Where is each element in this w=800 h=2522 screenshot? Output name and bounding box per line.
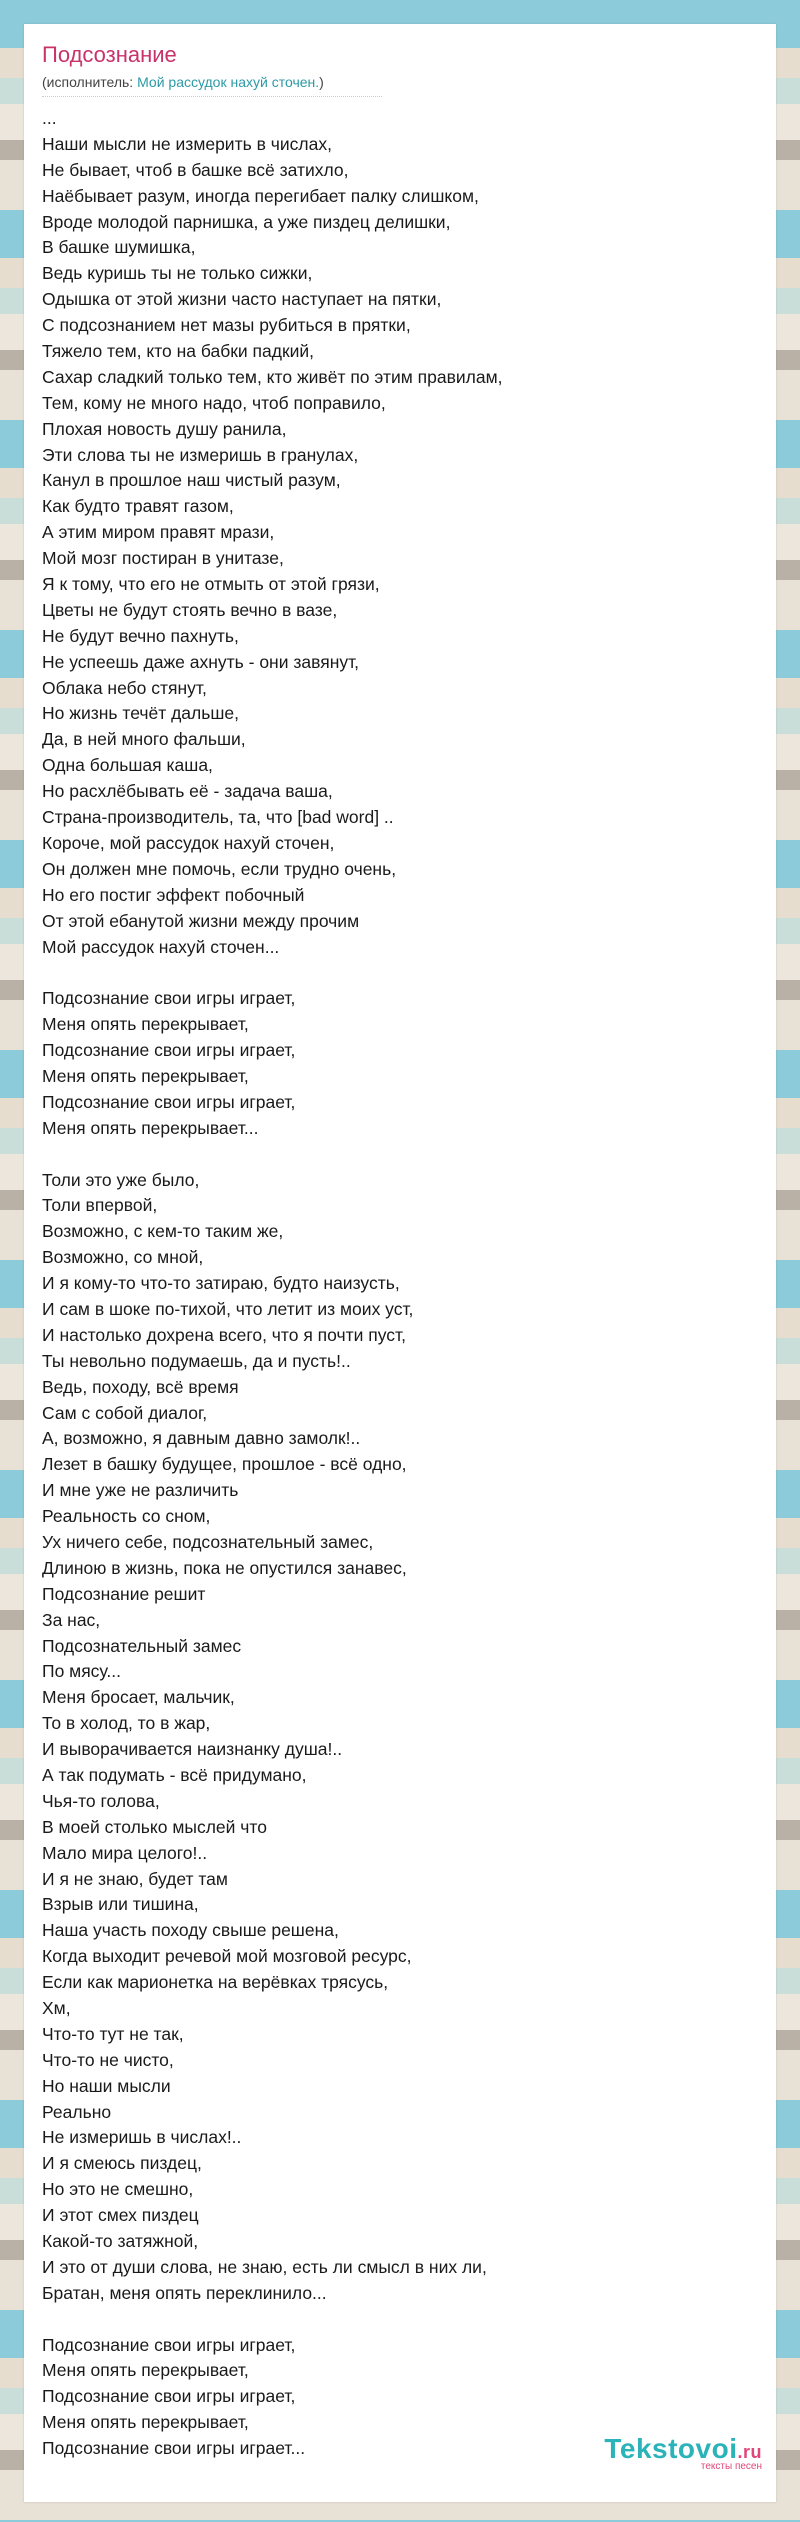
artist-line <box>42 74 382 97</box>
lyrics-body <box>42 106 742 2462</box>
lyric-line: Чья-то голова, <box>42 1790 160 1811</box>
artist-link[interactable]: Мой рассудок нахуй сточен. <box>137 74 320 90</box>
lyric-line: Мой рассудок нахуй сточен... <box>42 936 280 957</box>
song-title: Подсознание <box>42 42 177 67</box>
lyric-line: Меня опять перекрывает, <box>42 2412 249 2433</box>
lyric-line: Подсознательный замес <box>42 1635 242 1656</box>
lyric-line: Подсознание свои игры играет, <box>42 2334 296 2355</box>
lyric-line: Как будто травят газом, <box>42 496 234 517</box>
lyric-line: И сам в шоке по-тихой, что летит из моих уст, <box>42 1298 414 1319</box>
lyric-line: Но жизнь течёт дальше, <box>42 703 239 724</box>
lyric-line <box>42 960 742 986</box>
lyric-line: И выворачивается наизнанку душа!.. <box>42 1739 343 1760</box>
artist-prefix: (исполнитель: <box>42 74 138 90</box>
lyric-line: Подсознание решит <box>42 1583 206 1604</box>
lyric-line: Плохая новость душу ранила, <box>42 418 287 439</box>
lyric-line: Наёбывает разум, иногда перегибает палку слишком, <box>42 185 479 206</box>
lyrics-card <box>24 24 776 2502</box>
lyric-line: И этот смех пиздец <box>42 2205 199 2226</box>
lyric-line: Ух ничего себе, подсознательный замес, <box>42 1531 374 1552</box>
lyric-line: Толи впервой, <box>42 1195 158 1216</box>
lyric-line: За нас, <box>42 1609 101 1630</box>
lyric-line: От этой ебанутой жизни между прочим <box>42 910 360 931</box>
lyric-line: Облака небо стянут, <box>42 677 207 698</box>
lyric-line: Ведь, походу, всё время <box>42 1376 239 1397</box>
brand-tld: .ru <box>737 2442 762 2462</box>
lyric-line <box>42 1142 742 1168</box>
lyric-line: Ведь куришь ты не только сижки, <box>42 263 313 284</box>
lyric-line: Подсознание свои игры играет, <box>42 1040 296 1061</box>
site-logo[interactable] <box>604 2433 762 2472</box>
lyric-line: Сам с собой диалог, <box>42 1402 208 1423</box>
lyric-line: И я не знаю, будет там <box>42 1868 228 1889</box>
lyric-line: А, возможно, я давным давно замолк!.. <box>42 1428 361 1449</box>
lyric-line: Подсознание свои игры играет, <box>42 988 296 1009</box>
lyric-line: Мой мозг постиран в унитазе, <box>42 548 284 569</box>
lyric-line: Наши мысли не измерить в числах, <box>42 133 332 154</box>
lyric-line: Что-то не чисто, <box>42 2049 174 2070</box>
lyric-line: Если как марионетка на верёвках трясусь, <box>42 1972 389 1993</box>
brand-tagline: тексты песен <box>700 2461 762 2472</box>
lyric-line: Лезет в башку будущее, прошлое - всё одно, <box>42 1454 407 1475</box>
lyric-line: Я к тому, что его не отмыть от этой грязи, <box>42 574 380 595</box>
lyric-line: Толи это уже было, <box>42 1169 200 1190</box>
lyric-line: Эти слова ты не измеришь в гранулах, <box>42 444 359 465</box>
brand-name: Tekstovoi <box>604 2433 738 2464</box>
lyric-line: Подсознание свои игры играет... <box>42 2438 306 2459</box>
lyric-line: В башке шумишка, <box>42 237 196 258</box>
lyric-line: Канул в прошлое наш чистый разум, <box>42 470 341 491</box>
lyric-line: Меня опять перекрывает, <box>42 1014 249 1035</box>
lyric-line: Меня опять перекрывает, <box>42 2360 249 2381</box>
lyric-line: ... <box>42 108 57 128</box>
lyric-line: Когда выходит речевой мой мозговой ресурс, <box>42 1946 412 1967</box>
lyric-line: Возможно, с кем-то таким же, <box>42 1221 284 1242</box>
lyric-line: Тем, кому не много надо, чтоб поправило, <box>42 392 386 413</box>
lyric-line: Но наши мысли <box>42 2075 171 2096</box>
lyric-line: Не успеешь даже ахнуть - они завянут, <box>42 651 360 672</box>
lyric-line: Но расхлёбывать её - задача ваша, <box>42 781 333 802</box>
lyric-line: Не измеришь в числах!.. <box>42 2127 242 2148</box>
lyric-line: Подсознание свои игры играет, <box>42 1091 296 1112</box>
lyric-line: И мне уже не различить <box>42 1480 239 1501</box>
lyric-line: Одна большая каша, <box>42 755 213 776</box>
lyric-line: Не бывает, чтоб в башке всё затихло, <box>42 159 349 180</box>
lyric-line: Ты невольно подумаешь, да и пусть!.. <box>42 1350 351 1371</box>
lyric-line: Тяжело тем, кто на бабки падкий, <box>42 341 315 362</box>
lyric-line: Реально <box>42 2101 112 2122</box>
lyric-line: Одышка от этой жизни часто наступает на пятки, <box>42 289 442 310</box>
lyric-line: Меня бросает, мальчик, <box>42 1687 235 1708</box>
lyric-line: Короче, мой рассудок нахуй сточен, <box>42 832 335 853</box>
lyric-line: Сахар сладкий только тем, кто живёт по этим правилам, <box>42 366 503 387</box>
lyric-line <box>42 2307 742 2333</box>
lyric-line: Хм, <box>42 1998 71 2019</box>
lyric-line: Цветы не будут стоять вечно в вазе, <box>42 599 338 620</box>
lyric-line: Но это не смешно, <box>42 2179 194 2200</box>
lyric-line: Братан, меня опять переклинило... <box>42 2282 327 2303</box>
lyric-line: Возможно, со мной, <box>42 1247 204 1268</box>
lyric-line: Страна-производитель, та, что [bad word] .. <box>42 807 394 828</box>
lyric-line: Меня опять перекрывает... <box>42 1117 259 1138</box>
lyric-line: Длиною в жизнь, пока не опустился занавес, <box>42 1557 407 1578</box>
lyric-line: Реальность со сном, <box>42 1506 211 1527</box>
lyric-line: В моей столько мыслей что <box>42 1816 267 1837</box>
lyric-line: Мало мира целого!.. <box>42 1842 208 1863</box>
lyric-line: Какой-то затяжной, <box>42 2231 199 2252</box>
lyric-line: Не будут вечно пахнуть, <box>42 625 239 646</box>
lyric-line: А так подумать - всё придумано, <box>42 1765 307 1785</box>
lyric-line: По мясу... <box>42 1661 122 1682</box>
lyric-line: Он должен мне помочь, если трудно очень, <box>42 858 397 879</box>
lyric-line: С подсознанием нет мазы рубиться в прятки, <box>42 315 411 336</box>
lyric-line: Да, в ней много фальши, <box>42 729 246 750</box>
lyric-line: А этим миром правят мрази, <box>42 522 275 543</box>
lyric-line: Наша участь походу свыше решена, <box>42 1920 339 1941</box>
lyric-line: И это от души слова, не знаю, есть ли смысл в них ли, <box>42 2256 487 2277</box>
lyric-line: И настолько дохрена всего, что я почти пуст, <box>42 1324 406 1345</box>
lyric-line: То в холод, то в жар, <box>42 1713 211 1734</box>
artist-suffix: ) <box>319 74 324 90</box>
lyric-line: И я кому-то что-то затираю, будто наизусть, <box>42 1273 400 1294</box>
lyric-line: Вроде молодой парнишка, а уже пиздец делишки, <box>42 211 451 232</box>
lyric-line: Что-то тут не так, <box>42 2023 184 2044</box>
lyric-line: Подсознание свои игры играет, <box>42 2386 296 2407</box>
lyric-line: Взрыв или тишина, <box>42 1894 199 1915</box>
lyric-line: И я смеюсь пиздец, <box>42 2153 202 2174</box>
lyric-line: Меня опять перекрывает, <box>42 1065 249 1086</box>
lyric-line: Но его постиг эффект побочный <box>42 884 305 905</box>
